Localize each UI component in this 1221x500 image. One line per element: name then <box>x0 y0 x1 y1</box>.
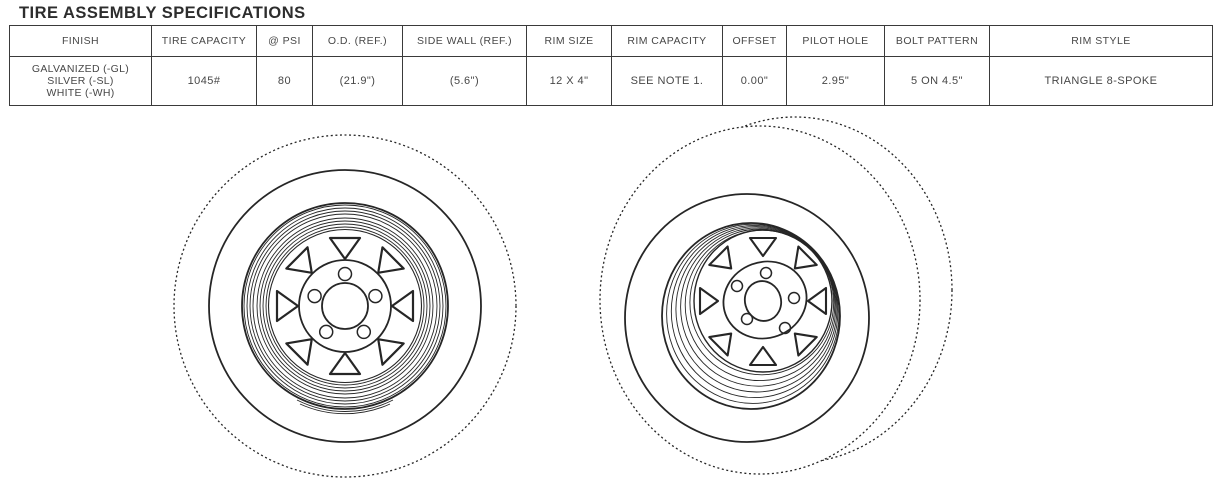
finish-option-galvanized: GALVANIZED (-GL) <box>31 63 130 75</box>
spoke-triangle <box>392 291 413 321</box>
spoke-triangle <box>286 247 322 283</box>
bolt-hole <box>339 268 352 281</box>
rim-ring <box>266 227 424 385</box>
header-rim-size: RIM SIZE <box>527 26 612 57</box>
cell-rim-size: 12 X 4" <box>527 57 612 106</box>
rim-bead-circle <box>242 203 448 409</box>
rim-ring <box>244 205 446 407</box>
spoke-triangle <box>330 238 360 259</box>
cell-rim-style: TRIANGLE 8-SPOKE <box>990 57 1213 106</box>
cell-od-ref: (21.9") <box>313 57 403 106</box>
rim-ring <box>257 218 433 394</box>
rim-ring <box>253 214 437 398</box>
bolt-hole <box>320 325 333 338</box>
cell-pilot-hole: 2.95" <box>787 57 885 106</box>
header-psi: @ PSI <box>257 26 313 57</box>
bolt-hole <box>369 290 382 303</box>
header-rim-style: RIM STYLE <box>990 26 1213 57</box>
spoke-triangle <box>286 329 322 365</box>
cell-offset: 0.00" <box>723 57 787 106</box>
bolt-hole <box>357 325 370 338</box>
spoke-plate-edge <box>269 230 422 383</box>
header-od-ref: O.D. (REF.) <box>313 26 403 57</box>
finish-option-white: WHITE (-WH) <box>46 87 115 99</box>
hub-circle <box>299 260 391 352</box>
header-bolt-pattern: BOLT PATTERN <box>885 26 990 57</box>
cell-rim-capacity: SEE NOTE 1. <box>612 57 723 106</box>
finish-option-silver: SILVER (-SL) <box>47 75 114 87</box>
bolt-hole <box>308 290 321 303</box>
header-tire-capacity: TIRE CAPACITY <box>152 26 257 57</box>
rim-ring <box>263 224 427 388</box>
spoke-triangle <box>330 353 360 374</box>
page-title: TIRE ASSEMBLY SPECIFICATIONS <box>19 3 306 22</box>
header-offset: OFFSET <box>723 26 787 57</box>
header-side-wall-ref: SIDE WALL (REF.) <box>403 26 527 57</box>
cell-side-wall-ref: (5.6") <box>403 57 527 106</box>
cell-psi: 80 <box>257 57 313 106</box>
pilot-hole <box>322 283 368 329</box>
right-wheel-perspective-view <box>600 117 952 474</box>
header-pilot-hole: PILOT HOLE <box>787 26 885 57</box>
header-finish: FINISH <box>10 26 152 57</box>
cell-bolt-pattern: 5 ON 4.5" <box>885 57 990 106</box>
tire-front-face <box>600 126 920 474</box>
rim-ring <box>250 211 440 401</box>
tire-outer-edge <box>174 135 516 477</box>
spoke-triangle <box>277 291 298 321</box>
rim-ring <box>260 221 430 391</box>
header-rim-capacity: RIM CAPACITY <box>612 26 723 57</box>
spoke-triangle <box>368 247 404 283</box>
cell-tire-capacity: 1045# <box>152 57 257 106</box>
left-wheel-front-view <box>174 135 516 477</box>
spoke-triangle <box>368 329 404 365</box>
